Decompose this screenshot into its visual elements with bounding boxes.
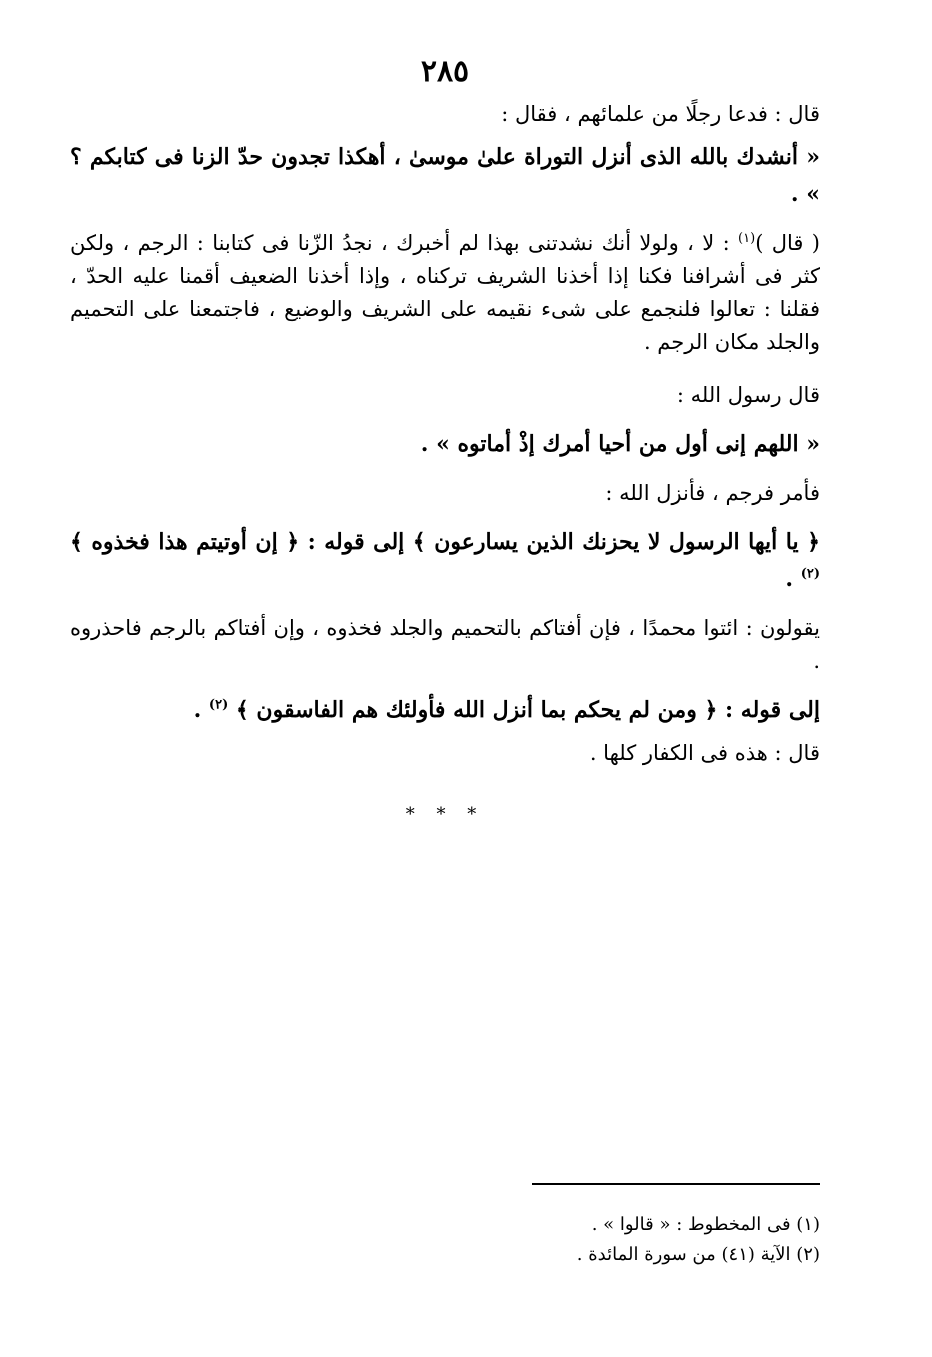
paragraph-3-start: ( قال )	[755, 231, 820, 255]
footnote-2: (٢) الآية (٤١) من سورة المائدة .	[576, 1244, 820, 1265]
footnotes	[420, 1210, 820, 1270]
paragraph-7-text: ﴿ يا أيها الرسول لا يحزنك الذين يسارعون ﴾ إلى قوله : ﴿ إن أوتيتم هذا فخذوه ﴾	[70, 529, 820, 555]
paragraph-2-quote: « أنشدك بالله الذى أنزل التوراة علىٰ موسىٰ ، أهكذا تجدون حدّ الزنا فى كتابكم ؟ » .	[70, 144, 820, 207]
footnote-ref-2b: (٢)	[208, 697, 229, 713]
footnote-ref-1: (١)	[738, 231, 756, 246]
paragraph-9-text: إلى قوله : ﴿ ومن لم يحكم بما أنزل الله فأولئك هم الفاسقون ﴾	[228, 697, 820, 723]
paragraph-9-end: .	[193, 697, 209, 723]
footnote-1: (١) فى المخطوط : « قالوا » .	[591, 1214, 820, 1235]
paragraph-1: قال : فدعا رجلًا من علمائهم ، فقال :	[501, 102, 820, 126]
paragraph-7-verse	[70, 524, 820, 598]
paragraph-7-end: .	[785, 566, 801, 592]
paragraph-9-verse	[70, 692, 820, 729]
paragraph-5-prayer: « اللهم إنى أول من أحيا أمرك إذْ أماتوه » .	[420, 431, 820, 457]
footnote-divider	[532, 1183, 820, 1185]
paragraph-8: يقولون : ائتوا محمدًا ، فإن أفتاكم بالتحميم والجلد فخذوه ، وإن أفتاكم بالرجم فاحذروه .	[70, 616, 820, 673]
footnote-ref-2: (٢)	[800, 566, 820, 582]
page-number: ٢٨٥	[420, 54, 470, 89]
paragraph-3	[70, 227, 820, 359]
page-body	[70, 52, 820, 825]
paragraph-3-text: : لا ، ولولا أنك نشدتنى بهذا لم أخبرك ، نجدُ الزّنا فى كتابنا : الرجم ، ولكن كثر فى أشرافنا فكنا إذا أخذنا الشريف تركناه ، وإذا أخذنا الضعيف أقمنا عليه الحدّ ، فقلنا : تعالوا فلنجمع على شىء نقيمه على الشريف والوضيع ، فاجتمعنا على التحميم والجلد مكان الرجم .	[70, 231, 820, 354]
paragraph-4: قال رسول الله :	[676, 383, 820, 407]
paragraph-6: فأمر فرجم ، فأنزل الله :	[605, 481, 820, 505]
section-separator: * * *	[405, 804, 485, 825]
paragraph-10: قال : هذه فى الكفار كلها .	[589, 741, 820, 765]
